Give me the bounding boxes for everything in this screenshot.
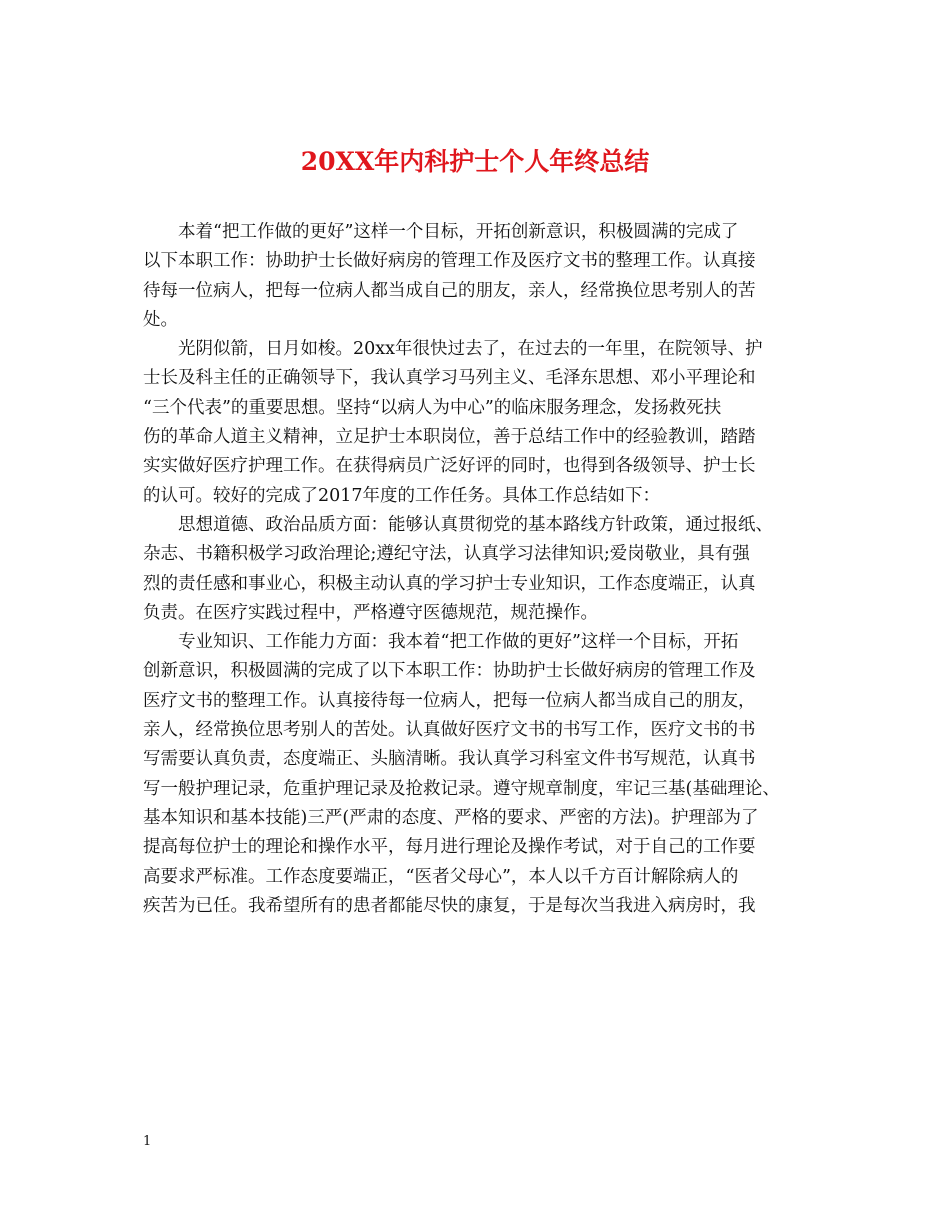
paragraph-4 [143, 628, 803, 921]
text-line: 处。 [143, 309, 178, 330]
text-line: 思想道德、政治品质方面：能够认真贯彻党的基本路线方针政策，通过报纸、 [178, 514, 773, 535]
text-line: 创新意识，积极圆满的完成了以下本职工作：协助护士长做好病房的管理工作及 [143, 661, 756, 682]
text-line: 专业知识、工作能力方面：我本着“把工作做的更好”这样一个目标，开拓 [178, 632, 739, 653]
text-line: 疾苦为已任。我希望所有的患者都能尽快的康复，于是每次当我进入病房时，我 [143, 895, 756, 916]
text-line: 杂志、书籍积极学习政治理论;遵纪守法，认真学习法律知识;爱岗敬业，具有强 [143, 544, 750, 565]
text-line: 伤的革命人道主义精神，立足护士本职岗位，善于总结工作中的经验教训，踏踏 [143, 427, 756, 448]
paragraph-3 [143, 511, 803, 628]
text-line: 以下本职工作：协助护士长做好病房的管理工作及医疗文书的整理工作。认真接 [143, 251, 756, 272]
text-line: 亲人，经常换位思考别人的苦处。认真做好医疗文书的书写工作，医疗文书的书 [143, 720, 756, 741]
text-line: 的认可。较好的完成了2017年度的工作任务。具体工作总结如下： [143, 485, 661, 506]
text-line: 光阴似箭，日月如梭。20xx年很快过去了，在过去的一年里，在院领导、护 [178, 339, 763, 360]
text-line: 负责。在医疗实践过程中，严格遵守医德规范，规范操作。 [143, 602, 598, 623]
text-line: 高要求严标准。工作态度要端正，“医者父母心”，本人以千方百计解除病人的 [143, 866, 739, 887]
paragraph-1 [143, 218, 803, 335]
document-title: 20XX年内科护士个人年终总结 [300, 147, 650, 176]
text-line: “三个代表”的重要思想。坚持“以病人为中心”的临床服务理念，发扬救死扶 [143, 397, 722, 418]
text-line: 实实做好医疗护理工作。在获得病员广泛好评的同时，也得到各级领导、护士长 [143, 456, 756, 477]
document-body [143, 218, 803, 921]
text-line: 写需要认真负责，态度端正、头脑清晰。我认真学习科室文件书写规范，认真书 [143, 749, 756, 770]
paragraph-2 [143, 335, 803, 511]
text-line: 待每一位病人，把每一位病人都当成自己的朋友，亲人，经常换位思考别人的苦 [143, 280, 756, 301]
text-line: 医疗文书的整理工作。认真接待每一位病人，把每一位病人都当成自己的朋友， [143, 690, 756, 711]
text-line: 烈的责任感和事业心，积极主动认真的学习护士专业知识，工作态度端正，认真 [143, 573, 756, 594]
text-line: 本着“把工作做的更好”这样一个目标，开拓创新意识，积极圆满的完成了 [178, 222, 739, 242]
text-line: 写一般护理记录，危重护理记录及抢救记录。遵守规章制度，牢记三基(基础理论、 [143, 778, 780, 799]
page-number: 1 [143, 1134, 152, 1149]
text-line: 士长及科主任的正确领导下，我认真学习马列主义、毛泽东思想、邓小平理论和 [143, 368, 756, 389]
text-line: 基本知识和基本技能)三严(严肃的态度、严格的要求、严密的方法)。护理部为了 [143, 807, 759, 828]
text-line: 提高每位护士的理论和操作水平，每月进行理论及操作考试，对于自己的工作要 [143, 837, 756, 858]
